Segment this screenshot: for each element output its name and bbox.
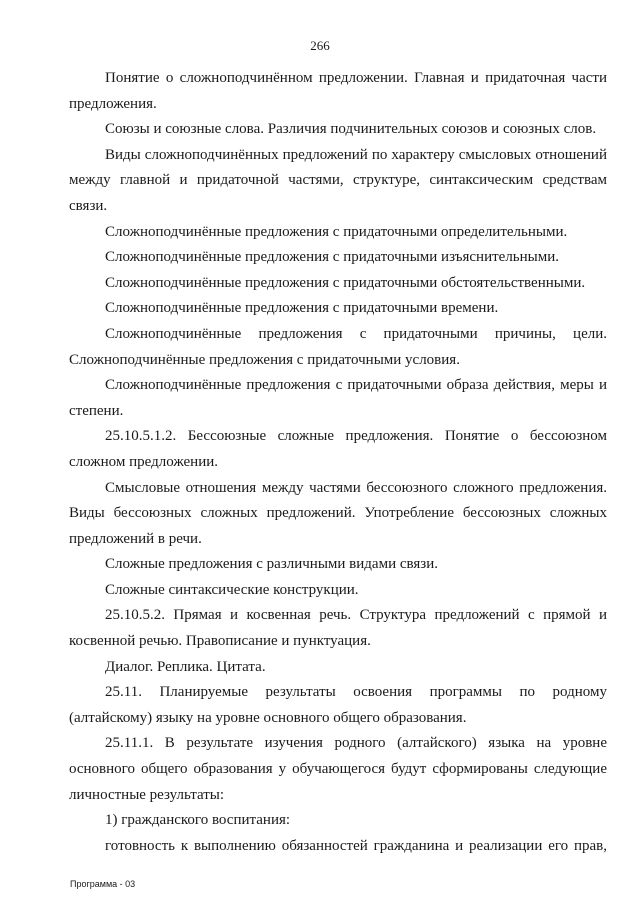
document-body	[69, 66, 607, 859]
paragraph: Понятие о сложноподчинённом предложении. Главная и придаточная части предложения.	[69, 70, 607, 112]
paragraph: Виды сложноподчинённых предложений по характеру смысловых отношений между главной и придаточной частями, структуре, синтаксическим средствам связи.	[69, 146, 607, 214]
paragraph: готовность к выполнению обязанностей гражданина и реализации его прав,	[105, 837, 607, 854]
paragraph: Союзы и союзные слова. Различия подчинительных союзов и союзных слов.	[105, 121, 597, 138]
page-footer: Программа - 03	[70, 879, 136, 889]
paragraph: Диалог. Реплика. Цитата.	[105, 658, 266, 675]
paragraph: Сложноподчинённые предложения с придаточными определительными.	[105, 223, 568, 240]
paragraph: Сложноподчинённые предложения с придаточными обстоятельственными.	[105, 274, 586, 291]
section-heading: 25.11.1. В результате изучения родного (алтайского) языка на уровне основного общего образования у обучающегося будут сформированы следующие личностные результаты:	[69, 735, 607, 803]
paragraph: Сложноподчинённые предложения с придаточными причины, цели.	[105, 325, 607, 342]
paragraph: Сложноподчинённые предложения с придаточными условия.	[69, 351, 460, 368]
paragraph: Сложные предложения с различными видами связи.	[105, 556, 438, 573]
paragraph: Сложноподчинённые предложения с придаточными времени.	[105, 300, 499, 317]
page-number: 266	[310, 38, 330, 53]
section-heading: 25.11. Планируемые результаты освоения программы по родному (алтайскому) языку на уровне основного общего образования.	[69, 684, 607, 726]
paragraph: Смысловые отношения между частями бессоюзного сложного предложения. Виды бессоюзных сложных предложений. Употребление бессоюзных сложных предложений в речи.	[69, 479, 607, 547]
section-heading: 25.10.5.2. Прямая и косвенная речь. Структура предложений с прямой и косвенной речью. Правописание и пунктуация.	[69, 607, 607, 650]
section-heading: 25.10.5.1.2. Бессоюзные сложные предложения. Понятие о бессоюзном сложном предложении.	[69, 428, 607, 470]
paragraph: Сложноподчинённые предложения с придаточными образа действия, меры и степени.	[69, 377, 607, 419]
list-item: 1) гражданского воспитания:	[105, 812, 291, 829]
paragraph: Сложноподчинённые предложения с придаточными изъяснительными.	[105, 249, 560, 266]
paragraph: Сложные синтаксические конструкции.	[105, 581, 359, 598]
